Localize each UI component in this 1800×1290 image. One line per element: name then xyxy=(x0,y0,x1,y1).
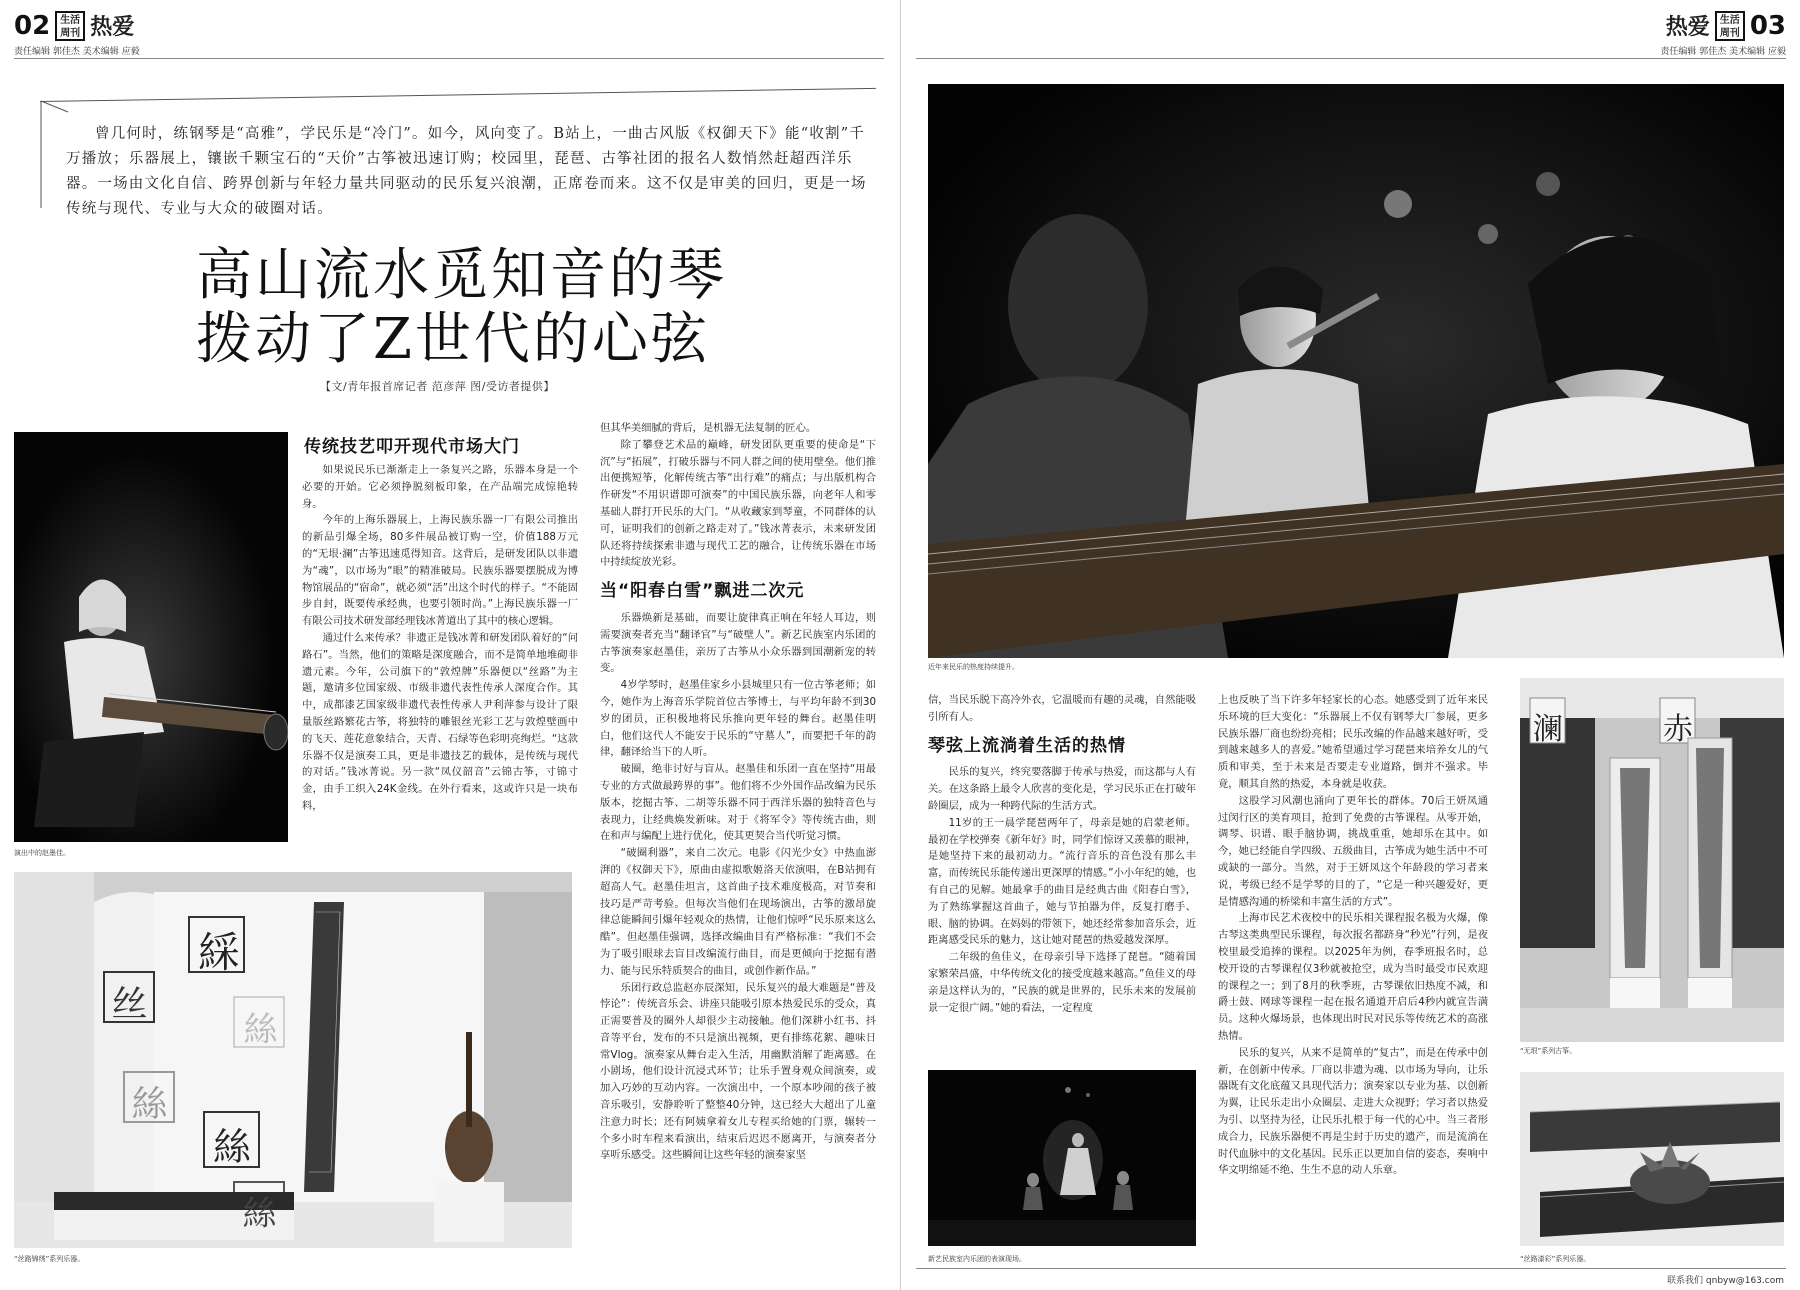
headline-line-2: 拨动了Z世代的心弦 xyxy=(196,307,710,372)
byline: 【文/青年报首席记者 范彦萍 图/受访者提供】 xyxy=(320,380,555,393)
section-heading: 琴弦上流淌着生活的热情 xyxy=(928,735,1126,756)
header-rule xyxy=(14,58,884,59)
page-gutter xyxy=(900,0,901,1290)
article-column-4 xyxy=(1218,692,1488,1179)
exhibit-sign: 絲 xyxy=(212,1125,251,1169)
paragraph: 11岁的王一晨学琵琶两年了，母亲是她的启蒙老师。最初在学校弹奏《新年好》时，同学们惊讶又羡慕的眼神，是她坚持下来的最初动力。“流行音乐的音色没有那么丰富，而传统民乐能传递出更深厚的情感。”小小年纪的她，也有自己的见解。她最拿手的曲目是经典古曲《阳春白雪》，为了熟练掌握这首曲子，她与节拍器为伴，反复打磨手、眼、脑的协调。在妈妈的带领下，她还经常参加音乐会，近距离感受民乐的魅力，这让她对琵琶的热爱越发深厚。 xyxy=(928,816,1196,947)
page-number: 02 xyxy=(14,10,51,41)
right-editors: 责任编辑 郭佳杰 美术编辑 应毅 xyxy=(1660,47,1786,57)
silk-lacquer-instrument-photo xyxy=(1520,1072,1784,1246)
exhibit-sign: 絲 xyxy=(242,1194,277,1234)
footer-rule xyxy=(916,1268,1786,1269)
lead-paragraph: 曾几何时，练钢琴是“高雅”，学民乐是“冷门”。如今，风向变了。B站上，一曲古风版《权御天下》能“收割”千万播放；乐器展上，镶嵌千颗宝石的“天价”古筝被迅速订购；校园里，琵琶、古筝社团的报名人数悄然赶超西洋乐器。一场由文化自信、跨界创新与年轻力量共同驱动的民乐复兴浪潮，正席卷而来。这不仅是审美的回归，更是一场传统与现代、专业与大众的破圈对话。 xyxy=(66,126,867,217)
left-header xyxy=(14,10,134,41)
caption: 新艺民族室内乐团的表演现场。 xyxy=(928,1255,1026,1263)
lead-rule xyxy=(40,88,876,102)
paragraph: 如果说民乐已渐渐走上一条复兴之路，乐器本身是一个必要的开始。它必须挣脱刻板印象，在产品端完成惊艳转身。 xyxy=(302,464,578,510)
section-title: 热爱 xyxy=(90,15,135,40)
exhibit-sign: 綵 xyxy=(197,928,240,977)
paragraph: 信，当民乐脱下高冷外衣，它温暖而有趣的灵魂，自然能吸引所有人。 xyxy=(928,694,1196,723)
headline xyxy=(196,244,727,372)
caption: “丝路漆彩”系列乐器。 xyxy=(1520,1255,1591,1263)
magazine-logo: 生活 周刊 xyxy=(55,11,85,41)
paragraph: 民乐的复兴，终究要落脚于传承与热爱，而这都与人有关。在这条路上最令人欣喜的变化是，学习民乐正在打破年龄圈层，成为一种跨代际的生活方式。 xyxy=(928,766,1196,812)
caption: 近年来民乐的热度持续提升。 xyxy=(928,663,1019,671)
page-number: 03 xyxy=(1749,10,1786,41)
article-column-1 xyxy=(302,462,578,815)
left-editors: 责任编辑 郭佳杰 美术编辑 应毅 xyxy=(14,47,140,57)
paragraph: 4岁学琴时，赵墨佳家乡小县城里只有一位古筝老师；如今，她作为上海音乐学院首位古筝博士，与平均年龄不到30岁的团员，正积极地将民乐推向更年轻的舞台。赵墨佳明白，他们这代人不能安于民乐的“守墓人”，而要把千年的韵律，翻译给当下的人听。 xyxy=(600,679,876,759)
exhibit-sign: 絲 xyxy=(131,1084,168,1125)
silk-road-exhibit-photo xyxy=(14,872,572,1248)
paragraph: 通过什么来传承？非遗正是钱冰菁和研发团队着好的“问路石”。当然，他们的策略是深度融合，而不是简单地堆砌非遗元素。今年，公司旗下的“敦煌牌”乐器便以“丝路”为主题，邀请多位国家级、市级非遗代表性传承人深度合作。其中，成都漆艺国家级非遗代表性传承人尹利萍参与设计了限量版丝路繁花古筝，将独特的雕银丝光彩工艺与敦煌壁画中的飞天、莲花意象结合，天青、石绿等色彩明亮绚烂。“这款乐器不仅是演奏工具，更是非遗技艺的载体，是传统与现代的对话。”钱冰菁说。另一款“凤仪韶音”云锦古筝，寸锦寸金，由手工织入24K金线。在外行看来，这或许只是一块布料， xyxy=(302,631,578,812)
paragraph: 除了攀登艺术品的巅峰，研发团队更重要的使命是“下沉”与“拓展”，打破乐器与不同人群之间的使用壁垒。他们推出便携短筝，化解传统古筝“出行难”的痛点；与出版机构合作研发“不用识谱即可演奏”的中国民族乐器，向老年人和零基础人群打开民乐的大门。“从收藏家到琴童，不同群体的认可，证明我们的创新之路走对了。”钱冰菁表示，未来研发团队还将持续探索非遗与现代工艺的融合，让传统乐器在市场中持续绽放光彩。 xyxy=(600,438,876,569)
wuyin-guzheng-photo xyxy=(1520,678,1784,1042)
caption: 演出中的赵墨佳。 xyxy=(14,849,70,857)
header-rule xyxy=(916,58,1786,59)
section-title: 热爱 xyxy=(1665,15,1710,40)
paragraph: 民乐的复兴，从来不是简单的“复古”，而是在传承中创新，在创新中传承。厂商以非遗为魂、以市场为导向，让乐器既有文化底蕴又具现代活力；演奏家以专业为基、以创新为翼，让民乐走出小众圈层、走进大众视野；学习者以热爱为引、以坚持为径，让民乐扎根于每一代的心中。当三者形成合力，民族乐器便不再是尘封于历史的遗产，而是流淌在时代血脉中的文化基因。民乐正以更加自信的姿态，奏响中华文明绵延不绝、生生不息的动人乐章。 xyxy=(1218,1046,1488,1177)
performer-photo xyxy=(14,432,288,842)
paragraph: 上海市民艺术夜校中的民乐相关课程报名极为火爆，像古琴这类典型民乐课程，每次报名都跻身“秒光”行列，是夜校里最受追捧的课程。以2025年为例，春季班报名时，总校开设的古琴课程仅3秒就被抢空，成为当时最受市民欢迎的课程之一；到了8月的秋季班，古琴课依旧热度不减，和爵士鼓、网球等课程一起在报名通道开启后4秒内就宣告满员。这种火爆场景，也体现出时民对民乐等传统艺术的高涨热情。 xyxy=(1218,912,1488,1042)
article-column-2 xyxy=(600,420,876,1164)
article-column-3 xyxy=(928,692,1196,1016)
paragraph: “破圈利器”，来自二次元。电影《闪光少女》中热血澎湃的《权御天下》，原曲由虚拟歌姬洛天依演唱，在B站拥有超高人气。赵墨佳坦言，这首曲子技术难度极高，对节奏和技巧是严苛考验。但每次当他们在现场演出，古筝的激昂旋律总能瞬间引爆年轻观众的热情，让他们惊呼“民乐原来这么酷”。但赵墨佳强调，选择改编曲目有严格标准：“我们不会为了吸引眼球去盲目改编流行曲目，而是更倾向于挖掘有潜力、能与民乐特质契合的曲目，或创作新作品。” xyxy=(600,847,876,977)
right-header xyxy=(1666,10,1786,41)
paragraph: 二年级的鱼佳义，在母亲引导下选择了琵琶。“随着国家繁荣昌盛，中华传统文化的接受度越来越高。”鱼佳义的母亲是这样认为的，“民族的就是世界的，民乐未来的发展前景一定很广阔。”她的看法，一定程度 xyxy=(928,951,1196,1014)
exhibit-sign: 丝 xyxy=(111,984,148,1025)
footer-contact: 联系我们 qnbyw@163.com xyxy=(1667,1276,1784,1286)
section-heading: 传统技艺叩开现代市场大门 xyxy=(304,437,520,457)
concert-photo xyxy=(928,84,1784,658)
section-heading: 当“阳春白雪”飘进二次元 xyxy=(600,581,805,602)
display-sign: 赤 xyxy=(1663,712,1693,747)
paragraph: 乐团行政总监赵亦辰深知，民乐复兴的最大难题是“普及悖论”：传统音乐会、讲座只能吸引原本热爱民乐的受众，真正需要普及的圈外人却很少主动接触。他们深耕小红书、抖音等平台，发布的不只是演出视频，更有排练花絮、趣味日常Vlog。演奏家从舞台走入生活，用幽默消解了距离感。在小剧场，他们设计沉浸式环节；让乐手置身观众间演奏，或加入巧妙的互动内容。一次演出中，一个原本吵闹的孩子被音乐吸引，安静聆听了整整40分钟，这已经大大超出了儿童注意力时长；还有阿姨拿着女儿专程买给她的门票，辗转一个多小时车程来看演出，结束后迟迟不愿离开，与演奏者分享听乐感受。这些瞬间让这些年轻的演奏家坚 xyxy=(600,981,876,1162)
caption: “无垠”系列古筝。 xyxy=(1520,1047,1577,1055)
headline-line-1: 高山流水觅知音的琴 xyxy=(196,243,727,308)
caption: “丝路锦绣”系列乐器。 xyxy=(14,1255,85,1263)
paragraph: 但其华美细腻的背后，是机器无法复制的匠心。 xyxy=(600,422,817,434)
venue-photo xyxy=(928,1070,1196,1246)
paragraph: 乐器焕新是基础，而要让旋律真正响在年轻人耳边，则需要演奏者充当“翻译官”与“破壁人”。新艺民族室内乐团的古筝演奏家赵墨佳，亲历了古筝从小众乐器到国潮新宠的转变。 xyxy=(600,611,876,675)
display-sign: 澜 xyxy=(1533,712,1563,747)
paragraph: 上也反映了当下许多年轻家长的心态。她感受到了近年来民乐环境的巨大变化：“乐器展上不仅有钢琴大厂参展，更多民族乐器厂商也纷纷亮相；民乐改编的作品越来越好听，受到越来越多人的喜爱。”她希望通过学习琵琶来培养女儿的气质和审美，至于未来是否要走专业道路，倒并不强求。毕竟，顺其自然的热爱，本身就是收获。 xyxy=(1218,694,1488,790)
exhibit-sign: 絲 xyxy=(243,1010,278,1050)
magazine-logo: 生活 周刊 xyxy=(1715,11,1745,41)
paragraph: 今年的上海乐器展上，上海民族乐器一厂有限公司推出的新品引爆全场，80多件展品被订购一空，价值188万元的“无垠·澜”古筝迅速觅得知音。这背后，是研发团队以非遗为“魂”，以市场为“眼”的精准破局。民族乐器要摆脱成为博物馆展品的“宿命”，就必须“活”出这个时代的样子。“不能固步自封，既要传承经典，也要引领时尚。”上海民族乐器一厂有限公司技术研发部经理钱冰菁道出了其中的核心逻辑。 xyxy=(302,514,578,628)
paragraph: 这股学习风潮也涌向了更年长的群体。70后王妍凤通过闵行区的美育项目，抢到了免费的古筝课程。从零开始，调琴、识谱、眼手脑协调，挑战重重，她却乐在其中。如今，她已经能自学四级、五级曲目，古筝成为她生活中不可或缺的一部分。当然，对于王妍凤这个年龄段的学习者来说，考级已经不是学琴的目的了，“它是一种兴趣爱好，更是情感沟通的桥梁和丰富生活的方式”。 xyxy=(1218,794,1488,908)
paragraph: 破圈，绝非讨好与盲从。赵墨佳和乐团一直在坚持“用最专业的方式做最跨界的事”。他们将不少外国作品改编为民乐版本，挖掘古筝、二胡等乐器不同于西洋乐器的独特音色与表现力，让经典焕发新味。对于《将军令》等传统古曲，则在和声与编配上进行优化，使其更契合当代听觉习惯。 xyxy=(600,763,876,843)
